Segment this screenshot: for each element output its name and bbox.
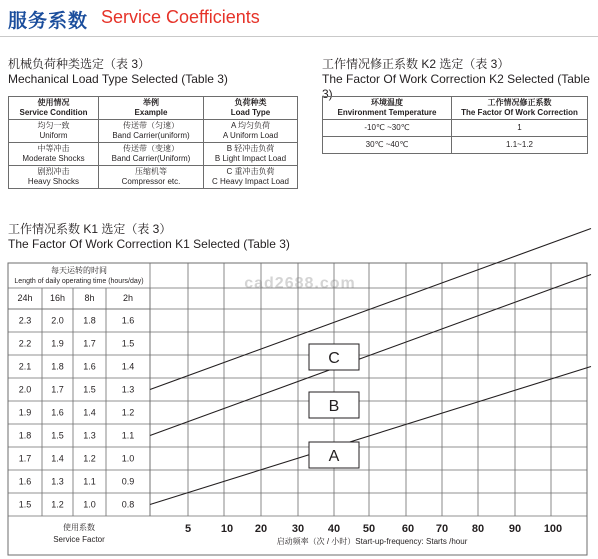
x-axis-label: 启动频率（次 / 小时）Start-up-frequency: Starts /hour [276,537,468,546]
table-cell: -10℃ ~30℃ [323,120,452,137]
factor-value: 1.8 [83,315,96,326]
table-cell: 1.1~1.2 [452,137,588,154]
factor-value: 1.4 [83,407,96,418]
watermark-text: cad2688.com [244,275,356,292]
factor-value: 1.3 [51,476,64,487]
factor-value: 1.5 [83,384,96,395]
factor-value: 1.4 [51,453,64,464]
factor-value: 1.9 [51,338,64,349]
factor-value: 1.6 [51,407,64,418]
hours-header-en: Length of daily operating time (hours/day) [14,278,144,285]
factor-value: 2.0 [51,315,64,326]
page-title-cn: 服务系数 [8,11,89,32]
x-tick-label: 20 [254,523,268,535]
x-tick-label: 40 [327,523,341,535]
factor-value: 2.0 [18,384,32,395]
factor-value: 2.2 [18,338,32,349]
column-header: 环境温度 Environment Temperature [323,97,452,120]
factor-value: 1.2 [121,407,135,418]
column-header: 举例 Example [99,97,204,120]
page-title-en: Service Coefficients [101,7,260,27]
factor-value: 2.1 [18,361,32,372]
hours-column-label: 16h [49,293,66,303]
hours-column-label: 2h [122,293,134,303]
factor-value: 2.3 [18,315,32,326]
series-label: C [328,350,340,367]
factor-value: 1.6 [18,476,32,487]
x-tick-label: 70 [435,523,449,535]
k1-title-cn: 工作情况系数 K1 选定（表 3） [8,222,172,236]
factor-value: 1.6 [83,361,96,372]
factor-value: 1.0 [83,499,96,510]
series-label: A [328,448,340,465]
table-cell: 传送带（变速） Band Carrier(Uniform) [99,143,204,166]
table-cell: 剧烈冲击 Heavy Shocks [9,166,99,189]
factor-value: 1.0 [121,453,135,464]
table-cell: 中等冲击 Moderate Shocks [9,143,99,166]
table3-title-en: Mechanical Load Type Selected (Table 3) [8,72,228,86]
table-cell: 30℃ ~40℃ [323,137,452,154]
factor-value: 1.3 [121,384,135,395]
factor-value: 1.2 [51,499,64,510]
table-cell: C 重冲击负荷 C Heavy Impact Load [204,166,298,189]
k1-title-en: The Factor Of Work Correction K1 Selected (Table 3) [8,237,290,251]
service-factor-label-en: Service Factor [53,535,105,544]
factor-value: 1.5 [18,499,32,510]
factor-value: 1.2 [83,453,96,464]
table-cell: 均匀一致 Uniform [9,120,99,143]
k2-title-cn: 工作情况修正系数 K2 选定（表 3） [322,57,510,71]
column-header: 使用情况 Service Condition [9,97,99,120]
factor-value: 1.1 [121,430,135,441]
factor-value: 1.7 [51,384,64,395]
x-tick-label: 90 [508,523,522,535]
x-tick-label: 5 [184,523,192,535]
table-cell: 1 [452,120,588,137]
factor-value: 1.4 [121,361,135,372]
factor-value: 0.8 [121,499,135,510]
factor-value: 0.9 [121,476,135,487]
series-label: B [328,398,340,415]
table-cell: A 均匀负荷 A Uniform Load [204,120,298,143]
factor-value: 1.3 [83,430,96,441]
column-header: 负荷种类 Load Type [204,97,298,120]
hours-column-label: 24h [17,293,33,303]
x-tick-label: 100 [543,523,563,535]
hours-header-cn: 每天运转的时间 [51,266,107,275]
column-header: 工作情况修正系数 The Factor Of Work Correction [452,97,588,120]
factor-value: 1.7 [83,338,96,349]
factor-value: 1.5 [51,430,64,441]
series-line-a [150,367,591,505]
k2-title-en: The Factor Of Work Correction K2 Selected (Table 3) [322,72,590,101]
factor-value: 1.8 [18,430,32,441]
table3-title-cn: 机械负荷种类选定（表 3） [8,57,151,71]
x-tick-label: 10 [220,523,234,535]
factor-value: 1.7 [18,453,32,464]
x-tick-label: 60 [401,523,415,535]
table-cell: 压缩机等 Compressor etc. [99,166,204,189]
factor-value: 1.1 [83,476,96,487]
x-tick-label: 80 [471,523,485,535]
table-cell: B 轻冲击负荷 B Light Impact Load [204,143,298,166]
factor-value: 1.6 [121,315,135,326]
factor-value: 1.8 [51,361,64,372]
factor-value: 1.9 [18,407,32,418]
table-cell: 传送带（匀速） Band Carrier(uniform) [99,120,204,143]
x-tick-label: 30 [291,523,305,535]
x-tick-label: 50 [362,523,376,535]
factor-value: 1.5 [121,338,135,349]
hours-column-label: 8h [84,293,95,303]
service-factor-label-cn: 使用系数 [63,523,95,532]
